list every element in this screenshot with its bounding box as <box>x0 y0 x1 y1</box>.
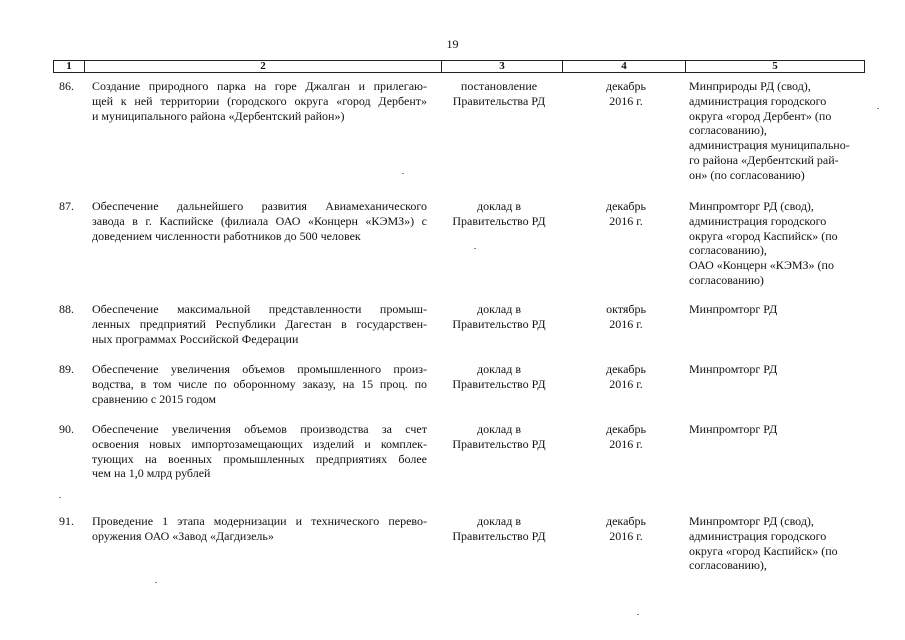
row-number <box>59 362 79 377</box>
deadline-line: октябрь <box>606 302 646 316</box>
row-number <box>59 199 79 214</box>
measure-description-line: освоения новых импортозамещающих изделий и комплек- <box>92 436 427 451</box>
measure-description <box>92 302 427 346</box>
responsible-parties <box>689 79 869 183</box>
responsible-parties-line: согласованию), <box>689 243 767 258</box>
row-number-line: 86. <box>59 79 74 93</box>
responsible-parties-line: согласованию), <box>689 123 767 138</box>
measure-description-line: Обеспечение дальнейшего развития Авиамеханического <box>92 199 427 213</box>
deadline-line: декабрь <box>606 79 646 93</box>
responsible-parties-line: Минпромторг РД (свод), <box>689 199 814 213</box>
scan-speck <box>474 248 476 249</box>
row-number-line: 88. <box>59 302 74 316</box>
column-header-2: 2 <box>85 61 442 72</box>
responsible-parties-line: Минпромторг РД <box>689 302 778 316</box>
deadline-line: 2016 г. <box>609 316 643 331</box>
document-type-line: доклад в <box>476 362 522 376</box>
deadline-line: декабрь <box>606 199 646 213</box>
row-number-line: 91. <box>59 514 74 528</box>
document-type <box>440 199 558 229</box>
measure-description-line: Проведение 1 этапа модернизации и технического перево- <box>92 514 427 528</box>
document-type-line: Правительство РД <box>452 316 546 331</box>
measure-description-line: водства, в том числе по оборонному заказу, на 15 проц. по <box>92 376 427 391</box>
deadline-line: 2016 г. <box>609 213 643 228</box>
responsible-parties-line: согласованию), <box>689 558 767 573</box>
column-header-4: 4 <box>563 61 686 72</box>
responsible-parties-line: Минпромторг РД (свод), <box>689 514 814 528</box>
deadline-line: декабрь <box>606 422 646 436</box>
row-number-line: 89. <box>59 362 74 376</box>
column-header-1: 1 <box>54 61 85 72</box>
deadline <box>583 302 669 332</box>
document-type-line: Правительства РД <box>452 93 546 108</box>
scan-speck <box>59 497 61 498</box>
responsible-parties-line: округа «город Каспийск» (по <box>689 228 838 243</box>
responsible-parties-line: Минпромторг РД <box>689 362 778 376</box>
row-number <box>59 514 79 529</box>
document-type-line: Правительство РД <box>452 376 546 391</box>
measure-description <box>92 422 427 481</box>
document-type <box>440 79 558 109</box>
document-type-line: доклад в <box>476 302 522 316</box>
responsible-parties-line: администрация городского <box>689 528 827 543</box>
document-type <box>440 422 558 452</box>
document-type-line: доклад в <box>476 199 522 213</box>
column-header-5: 5 <box>772 60 778 72</box>
measure-description <box>92 514 427 544</box>
responsible-parties <box>689 362 869 377</box>
row-number-line: 87. <box>59 199 74 213</box>
document-type <box>440 362 558 392</box>
deadline-line: 2016 г. <box>609 528 643 543</box>
deadline <box>583 422 669 452</box>
measure-description-line: доведением численности работников до 500 человек <box>92 228 361 243</box>
document-type-line: постановление <box>460 79 538 93</box>
responsible-parties-line: ОАО «Концерн «КЭМЗ» (по <box>689 258 834 273</box>
deadline-line: 2016 г. <box>609 436 643 451</box>
deadline-line: 2016 г. <box>609 376 643 391</box>
measure-description <box>92 362 427 406</box>
table-header <box>53 60 865 73</box>
responsible-parties-line: округа «город Дербент» (по <box>689 108 832 123</box>
document-type <box>440 302 558 332</box>
document-type-line: Правительство РД <box>452 436 546 451</box>
measure-description-line: Обеспечение увеличения объемов промышленного произ- <box>92 362 427 376</box>
deadline-line: декабрь <box>606 514 646 528</box>
document-type-line: Правительство РД <box>452 528 546 543</box>
deadline <box>583 199 669 229</box>
scan-speck <box>155 582 157 583</box>
measure-description-line: сравнению с 2015 годом <box>92 391 216 406</box>
responsible-parties-line: он» (по согласованию) <box>689 167 805 182</box>
row-number <box>59 79 79 94</box>
deadline <box>583 79 669 109</box>
measure-description-line: завода в г. Каспийске (филиала ОАО «Концерн «КЭМЗ») с <box>92 213 427 228</box>
responsible-parties-line: администрация городского <box>689 213 827 228</box>
measure-description-line: и муниципального района «Дербентский район») <box>92 108 345 123</box>
document-type-line: Правительство РД <box>452 213 546 228</box>
scan-speck <box>402 173 404 174</box>
measure-description-line: тующих на военных промышленных предприятиях более <box>92 451 427 466</box>
responsible-parties <box>689 199 869 288</box>
measure-description-line: ленных предприятий Республики Дагестан в государствен- <box>92 316 427 331</box>
document-type-line: доклад в <box>476 514 522 528</box>
measure-description-line: оружения ОАО «Завод «Дагдизель» <box>92 528 274 543</box>
measure-description-line: Создание природного парка на горе Джалган и прилегаю- <box>92 79 427 93</box>
deadline-line: декабрь <box>606 362 646 376</box>
responsible-parties-line: администрация городского <box>689 93 827 108</box>
responsible-parties-line: округа «город Каспийск» (по <box>689 543 838 558</box>
responsible-parties-line: го района «Дербентский рай- <box>689 152 839 167</box>
row-number-line: 90. <box>59 422 74 436</box>
measure-description-line: Обеспечение максимальной представленности промыш- <box>92 302 427 316</box>
row-number <box>59 302 79 317</box>
measure-description-line: Обеспечение увеличения объемов производства за счет <box>92 422 427 436</box>
document-type-line: доклад в <box>476 422 522 436</box>
responsible-parties <box>689 514 869 573</box>
deadline-line: 2016 г. <box>609 93 643 108</box>
responsible-parties <box>689 422 869 437</box>
responsible-parties-line: Минприроды РД (свод), <box>689 79 811 93</box>
measure-description <box>92 79 427 123</box>
responsible-parties-line: администрация муниципально- <box>689 138 850 153</box>
page-number: 19 <box>446 37 459 51</box>
responsible-parties <box>689 302 869 317</box>
measure-description <box>92 199 427 243</box>
responsible-parties-line: Минпромторг РД <box>689 422 778 436</box>
measure-description-line: щей к ней территории (городского округа «город Дербент» <box>92 93 427 108</box>
deadline <box>583 362 669 392</box>
document-type <box>440 514 558 544</box>
measure-description-line: чем на 1,0 млрд рублей <box>92 466 211 481</box>
measure-description-line: ных программах Российской Федерации <box>92 331 299 346</box>
row-number <box>59 422 79 437</box>
column-header-3: 3 <box>442 61 563 72</box>
scan-speck <box>637 614 639 615</box>
scan-speck <box>877 108 879 109</box>
responsible-parties-line: согласованию) <box>689 272 764 287</box>
deadline <box>583 514 669 544</box>
